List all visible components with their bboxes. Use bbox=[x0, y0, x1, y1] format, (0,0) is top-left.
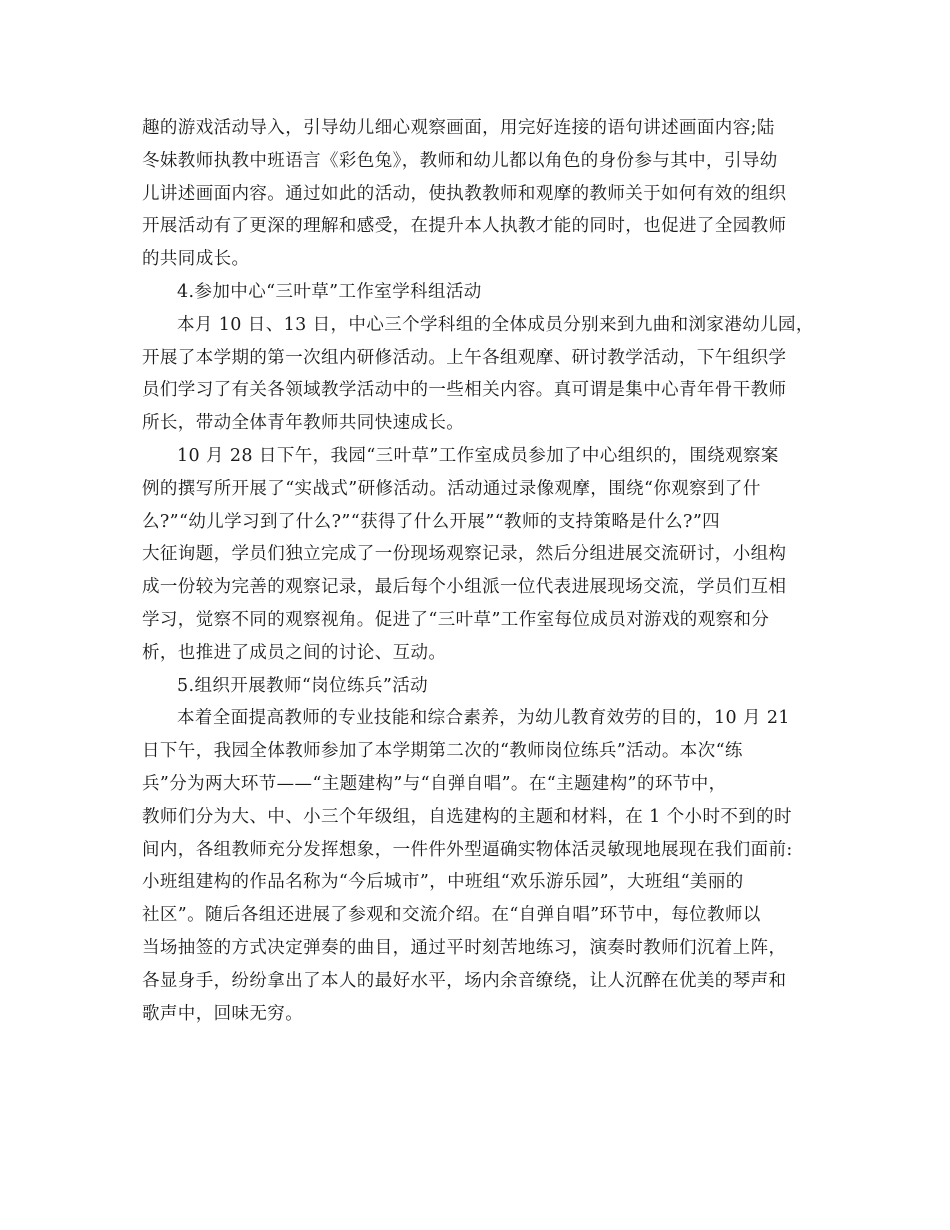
text-line: 间内，各组教师充分发挥想象，一件件外型逼确实物体活灵敏现地展现在我们面前: bbox=[142, 839, 793, 860]
text-line: 例的撰写所开展了“实战式”研修活动。活动通过录像观摩，围绕“你观察到了什 bbox=[142, 478, 761, 499]
section-heading: 5.组织开展教师“岗位练兵”活动 bbox=[177, 675, 428, 696]
text-line: 学习，觉察不同的观察视角。促进了“三叶草”工作室每位成员对游戏的观察和分 bbox=[142, 609, 770, 630]
text-line: 10 月 28 日下午，我园“三叶草”工作室成员参加了中心组织的，围绕观察案 bbox=[177, 445, 779, 466]
text-line: 本着全面提高教师的专业技能和综合素养，为幼儿教育效劳的目的，10 月 21 bbox=[177, 708, 790, 729]
text-line: 么?”“幼儿学习到了什么?”“获得了什么开展”“教师的支持策略是什么?”四 bbox=[142, 511, 721, 532]
text-line: 教师们分为大、中、小三个年级组，自选建构的主题和材料，在 1 个小时不到的时 bbox=[142, 806, 792, 827]
text-line: 成一份较为完善的观察记录，最后每个小组派一位代表进展现场交流，学员们互相 bbox=[142, 577, 787, 598]
text-line: 各显身手，纷纷拿出了本人的最好水平，场内余音缭绕，让人沉醉在优美的琴声和 bbox=[142, 970, 787, 991]
text-line: 所长，带动全体青年教师共同快速成长。 bbox=[142, 413, 465, 434]
text-line: 当场抽签的方式决定弹奏的曲目，通过平时刻苦地练习，演奏时教师们沉着上阵， bbox=[142, 937, 787, 958]
text-line: 大征询题，学员们独立完成了一份现场观察记录，然后分组进展交流研讨，小组构 bbox=[142, 544, 787, 565]
text-line: 析，也推进了成员之间的讨论、互动。 bbox=[142, 642, 447, 663]
text-line: 员们学习了有关各领域教学活动中的一些相关内容。真可谓是集中心青年骨干教师 bbox=[142, 380, 787, 401]
text-line: 歌声中，回味无穷。 bbox=[142, 1003, 304, 1024]
section-heading: 4.参加中心“三叶草”工作室学科组活动 bbox=[177, 281, 482, 302]
text-line: 开展了本学期的第一次组内研修活动。上午各组观摩、研讨教学活动，下午组织学 bbox=[142, 347, 787, 368]
text-line: 社区”。随后各组还进展了参观和交流介绍。在“自弹自唱”环节中，每位教师以 bbox=[142, 905, 761, 926]
text-line: 的共同成长。 bbox=[142, 249, 250, 270]
text-line: 日下午，我园全体教师参加了本学期第二次的“教师岗位练兵”活动。本次“练 bbox=[142, 741, 743, 762]
document-body bbox=[142, 112, 818, 1030]
text-line: 本月 10 日、13 日，中心三个学科组的全体成员分别来到九曲和浏家港幼儿园， bbox=[177, 314, 814, 335]
text-line: 兵”分为两大环节——“主题建构”与“自弹自唱”。在“主题建构”的环节中， bbox=[142, 773, 727, 794]
text-line: 小班组建构的作品名称为“今后城市”，中班组“欢乐游乐园”，大班组“美丽的 bbox=[142, 872, 744, 893]
text-line: 开展活动有了更深的理解和感受，在提升本人执教才能的同时，也促进了全园教师 bbox=[142, 216, 787, 237]
text-line: 儿讲述画面内容。通过如此的活动，使执教教师和观摩的教师关于如何有效的组织 bbox=[142, 183, 787, 204]
text-line: 冬妹教师执教中班语言《彩色兔》，教师和幼儿都以角色的身份参与其中，引导幼 bbox=[142, 150, 778, 171]
text-line: 趣的游戏活动导入，引导幼儿细心观察画面，用完好连接的语句讲述画面内容;陆 bbox=[142, 118, 775, 138]
